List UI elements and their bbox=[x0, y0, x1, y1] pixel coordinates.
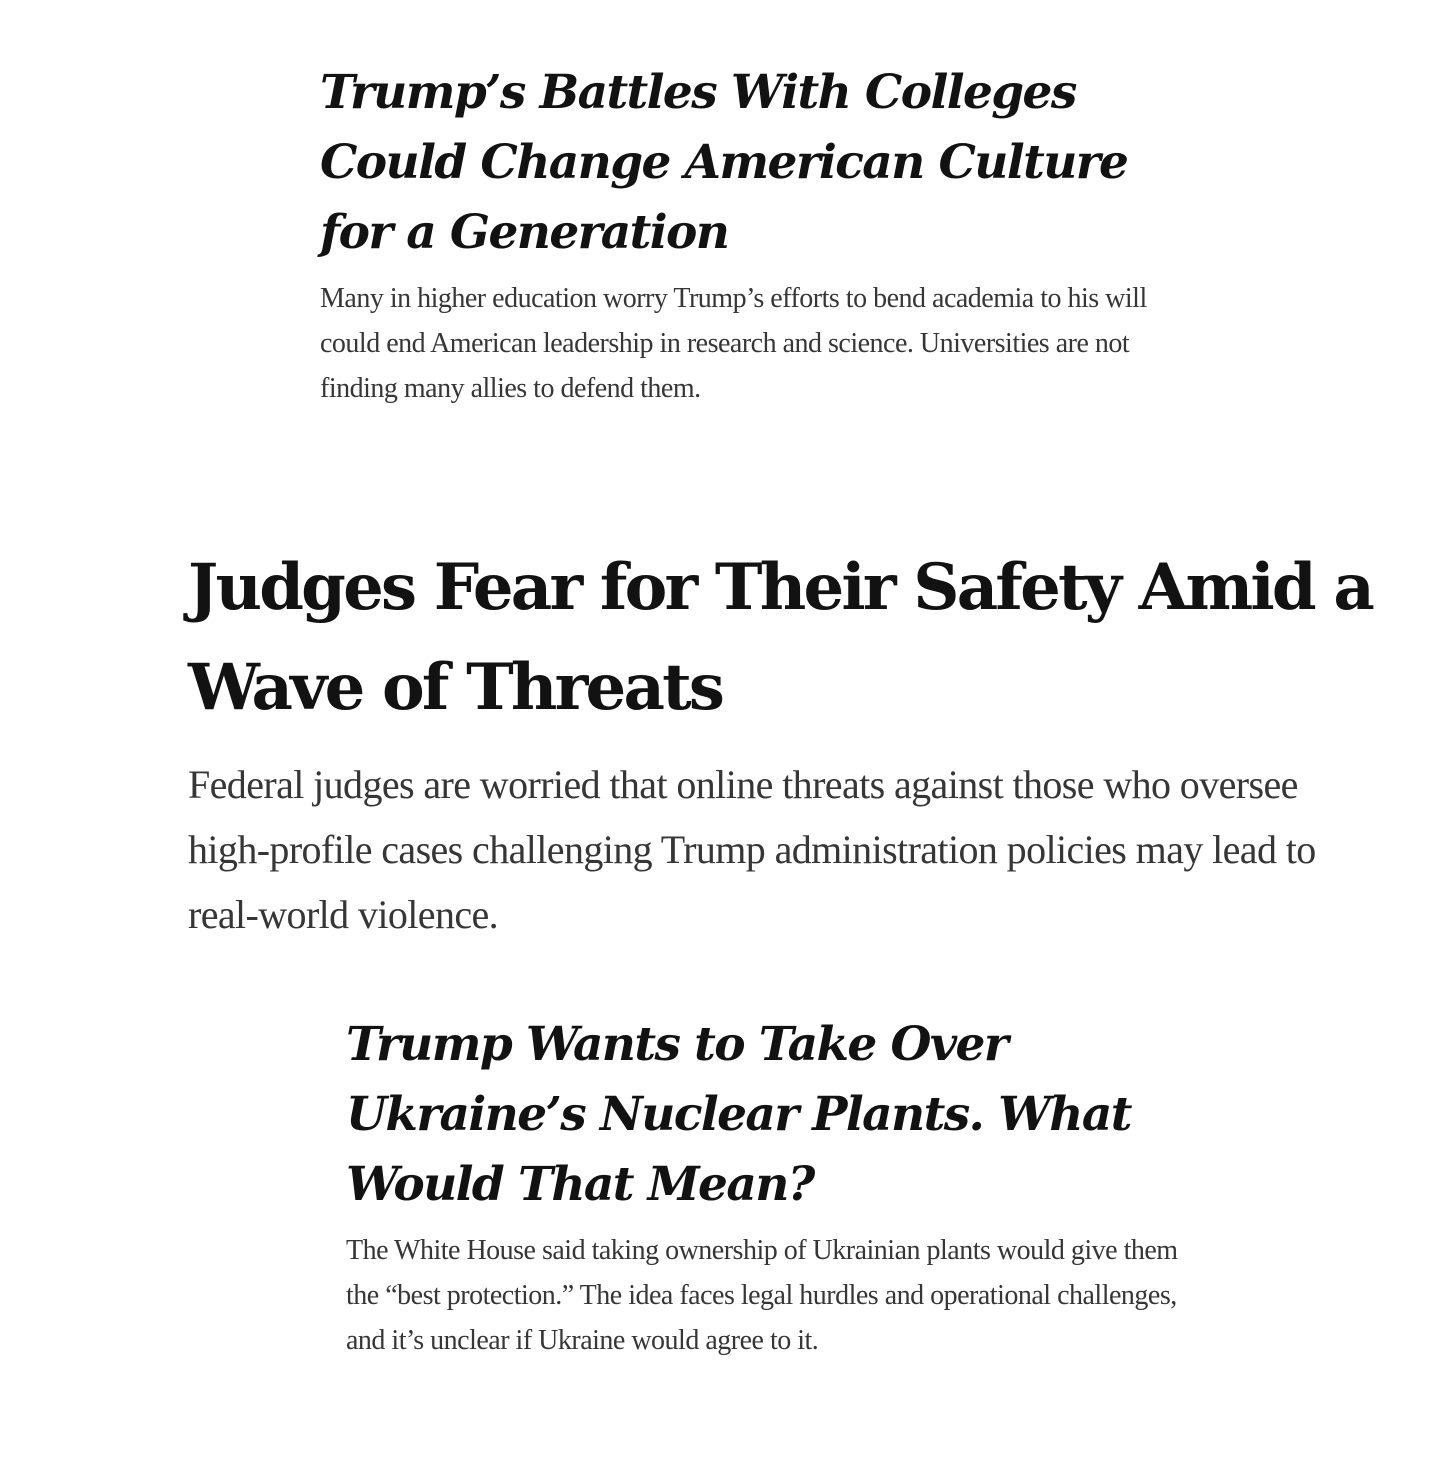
story-headline[interactable]: Trump Wants to Take Over Ukraine’s Nuclear Plants. What Would That Mean? bbox=[346, 1017, 1131, 1212]
story-headline[interactable]: Trump’s Battles With Colleges Could Change American Culture for a Generation bbox=[320, 65, 1128, 260]
story-summary: The White House said taking ownership of Ukrainian plants would give them the “best protection.” The idea faces legal hurdles and operational challenges, and it’s unclear if Ukraine would agree to it. bbox=[346, 1235, 1178, 1356]
lead-story-summary: Federal judges are worried that online threats against those who oversee high-profile cases challenging Trump administration policies may lead to real-world violence. bbox=[188, 762, 1316, 937]
lead-story-headline[interactable]: Judges Fear for Their Safety Amid a Wave of Threats bbox=[188, 550, 1373, 725]
story-ukraine[interactable] bbox=[346, 1010, 1186, 1363]
story-summary: Many in higher education worry Trump’s efforts to bend academia to his will could end American leadership in research and science. Universities are not finding many allies to defend them. bbox=[320, 283, 1147, 404]
story-judges[interactable] bbox=[188, 538, 1388, 947]
story-colleges[interactable] bbox=[320, 58, 1160, 411]
